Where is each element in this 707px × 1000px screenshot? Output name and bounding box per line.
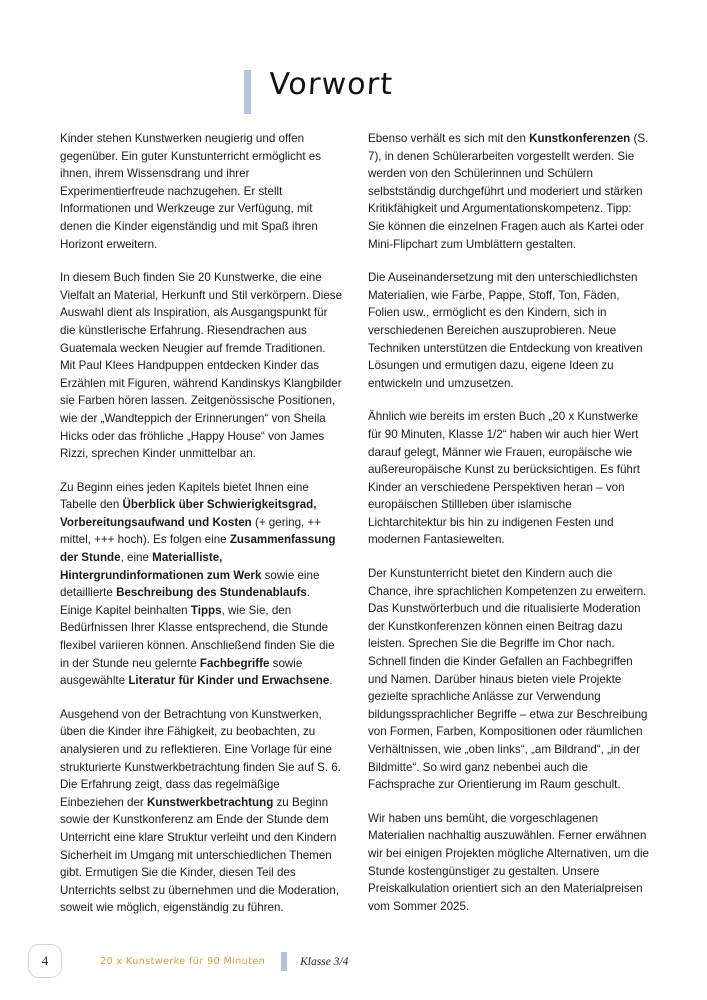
footer-divider [281, 952, 287, 971]
footer-series-title: 20 x Kunstwerke für 90 Minuten [99, 956, 266, 967]
paragraph [368, 810, 651, 916]
column-left [60, 130, 343, 917]
body-text: , wie Sie, den Bedürfnissen Ihrer Klasse entsprechend, die Stunde flexibel variieren können. Anschließend finden Sie die in der Stunde neu gelernte [60, 603, 335, 670]
body-columns [60, 130, 652, 917]
emphasis-text: Fachbegriffe [199, 656, 270, 670]
footer-class-label: Klasse 3/4 [300, 955, 349, 968]
body-text: Kinder stehen Kunstwerken neugierig und offen gegenüber. Ein guter Kunstunterricht ermöglicht es ihnen, ihrem Wissensdrang und ihrer Experimentierfreude nachzugehen. Er stellt Informationen und Werkzeuge zur Verfügung, mit denen die Kinder eigenständig und mit Spaß ihren Horizont erweitern. [60, 132, 322, 251]
emphasis-text: Tipps [190, 603, 222, 617]
body-text: Die Auseinandersetzung mit den unterschiedlichsten Materialien, wie Farbe, Pappe, Stoff, Ton, Fäden, Folien usw., ermöglicht es den Kindern, sich in verschiedenen Bereichen auszuprobieren. Neue Techniken unterstützen die Entdeckung von kreativen Lösungen und ermutigen dazu, eigene Ideen zu entwickeln und umzusetzen. [368, 271, 643, 390]
paragraph [60, 706, 343, 917]
body-text: Ebenso verhält es sich mit den [368, 132, 530, 145]
page-number-label: 4 [41, 953, 49, 968]
page-footer [0, 930, 707, 1000]
body-text: Der Kunstunterricht bietet den Kindern auch die Chance, ihre sprachlichen Kompetenzen zu erweitern. Das Kunstwörterbuch und die ritualisierte Moderation der Kunstkonferenzen können einen Beitrag dazu leisten. Sprechen Sie die Begriffe im Chor nach. Schnell finden die Kinder Gefallen an Fachbegriffen und Namen. Darüber hinaus bieten viele Projekte gezielte sprachliche Anlässe zur Verwendung bildungssprachlicher Begriffe – etwa zur Beschreibung von Formen, Farben, Kompositionen oder räumlichen Verhältnissen, wie „oben links“, „am Bildrand“, „in der Bildmitte“. So wird ganz nebenbei auch die Fachsprache zur Orientierung im Raum geschult. [368, 567, 648, 792]
emphasis-text: Kunstwerkbetrachtung [147, 795, 274, 809]
paragraph [368, 130, 651, 253]
body-text: . Einige Kapitel beinhalten [60, 586, 310, 617]
body-text: sowie ausgewählte [60, 656, 303, 688]
body-text: Zu Beginn eines jeden Kapitels bietet Ihnen eine Tabelle den [60, 480, 309, 512]
body-text: , eine [120, 551, 153, 565]
paragraph [60, 269, 343, 463]
body-text: In diesem Buch finden Sie 20 Kunstwerke, die eine Vielfalt an Material, Herkunft und Stil verkörpern. Diese Auswahl dient als Inspiration, als Ausgangspunkt für die künstlerische Erfahrung. Riesendrachen aus Guatemala wecken Neugier auf fremde Traditionen. Mit Paul Klees Handpuppen entdecken Kinder das Erzählen mit Figuren, während Kandinskys Klangbilder sie Farben hören lassen. Zeitgenössische Positionen, wie der „Wandteppich der Erinnerungen“ von Sheila Hicks oder das fröhliche „Happy House“ von James Rizzi, sprechen Kinder unmittelbar an. [60, 271, 343, 461]
paragraph [368, 565, 651, 794]
footer-meta [100, 952, 348, 971]
emphasis-text: Materialliste, Hintergrundinformationen zum Werk [60, 551, 262, 582]
body-text: Ausgehend von der Betrachtung von Kunstwerken, üben die Kinder ihre Fähigkeit, zu beobachten, zu analysieren und zu reflektieren. Eine Vorlage für eine strukturierte Kunstwerkbetrachtung finden Sie auf S. 6. Die Erfahrung zeigt, dass das regelmäßige Einbeziehen der [60, 707, 341, 809]
page-number-badge [28, 944, 62, 978]
page-title: Vorwort [268, 67, 395, 102]
paragraph [60, 130, 343, 253]
emphasis-text: Kunstkonferenzen [529, 132, 631, 145]
body-text: sowie eine detaillierte [60, 568, 320, 600]
body-text: (+ gering, ++ mittel, +++ hoch). Es folgen eine [60, 515, 322, 547]
page-title-block [244, 68, 393, 114]
emphasis-text: Literatur für Kinder und Erwachsene [128, 674, 330, 688]
emphasis-text: Überblick über Schwierigkeitsgrad, Vorbereitungsaufwand und Kosten [60, 498, 317, 529]
body-text: Wir haben uns bemüht, die vorgeschlagenen Materialien nachhaltig auszuwählen. Ferner erwähnen wir bei einigen Projekten mögliche Alternativen, um die Stunde kostengünstiger zu gestalten. Unsere Preiskalkulation orientiert sich an den Materialpreisen vom Sommer 2025. [368, 811, 649, 913]
paragraph [368, 269, 651, 392]
body-text: (S. 7), in denen Schülerarbeiten vorgestellt werden. Sie werden von den Schülerinnen und Schülern selbstständig durchgeführt und moderiert und stärken Kritikfähigkeit und Argumentationskompetenz. Tipp: Sie können die einzelnen Fragen auch als Kartei oder Mini-Flipchart zum Umblättern gestalten. [368, 132, 649, 251]
paragraph [368, 408, 651, 549]
column-right [368, 130, 651, 917]
paragraph [60, 479, 343, 690]
body-text: zu Beginn sowie der Kunstkonferenz am Ende der Stunde dem Unterricht eine klare Struktur verleiht und den Kindern Sicherheit im Umgang mit unterschiedlichen Themen gibt. Ermutigen Sie die Kinder, diesen Teil des Unterrichts selbst zu übernehmen und die Moderation, soweit wie möglich, eigenständig zu führen. [60, 795, 340, 915]
body-text: . [329, 674, 333, 688]
emphasis-text: Zusammenfassung der Stunde [60, 533, 336, 565]
body-text: Ähnlich wie bereits im ersten Buch „20 x Kunstwerke für 90 Minuten, Klasse 1/2“ haben wir auch hier Wert darauf gelegt, Männer wie Frauen, europäische wie außereuropäische Kunst zu berücksichtigen. Es führt Kinder an verschiedene Perspektiven heran – von europäischen Stillleben über islamische Lichtarchitektur bis hin zu indigenen Festen und modernen Fantasiewelten. [368, 410, 640, 547]
emphasis-text: Beschreibung des Stundenablaufs [116, 586, 307, 600]
